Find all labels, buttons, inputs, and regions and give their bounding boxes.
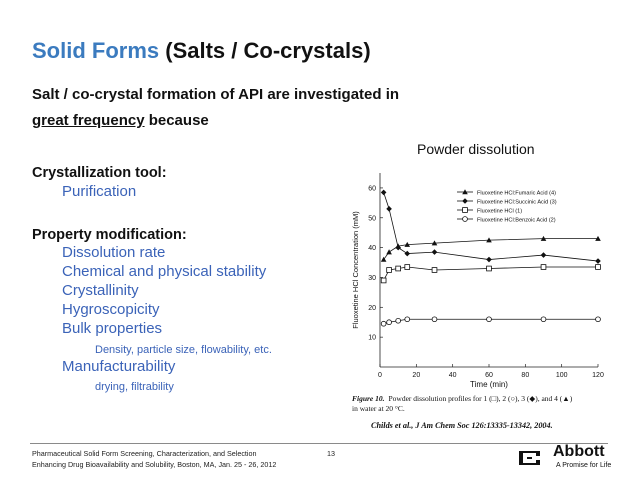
data-point <box>404 251 410 257</box>
data-point <box>596 317 601 322</box>
figure-caption-line-2: in water at 20 °C. <box>352 404 405 413</box>
data-point <box>381 321 386 326</box>
legend-entry: Fluoxetine HCl:Fumaric Acid (4) <box>477 190 556 197</box>
data-point <box>596 265 601 270</box>
purification-item: Purification <box>62 183 137 200</box>
figure-caption-line-1 <box>352 394 573 403</box>
bulk-detail: Density, particle size, flowability, etc. <box>95 344 272 356</box>
data-point <box>595 258 601 264</box>
x-tick-label: 20 <box>412 372 421 379</box>
data-point <box>387 268 392 273</box>
powder-dissolution-heading: Powder dissolution <box>417 141 535 157</box>
crystallization-heading: Crystallization tool: <box>32 165 167 181</box>
x-tick-label: 80 <box>521 372 530 379</box>
manufacturability-item: Manufacturability <box>62 358 176 375</box>
legend-entry: Fluoxetine HCl:Succinic Acid (3) <box>477 199 557 206</box>
property-item-stability: Chemical and physical stability <box>62 263 267 280</box>
data-point <box>487 317 492 322</box>
x-tick-label: 60 <box>485 372 493 379</box>
intro-underlined: great frequency <box>32 112 145 129</box>
data-point <box>386 206 392 212</box>
abbott-wordmark: Abbott <box>553 443 605 460</box>
property-item-crystallinity: Crystallinity <box>62 282 139 299</box>
legend-marker <box>463 208 468 213</box>
dissolution-chart-svg <box>338 165 620 440</box>
data-point <box>396 318 401 323</box>
legend-marker <box>462 198 468 204</box>
x-tick-label: 100 <box>555 372 568 379</box>
intro-line-1: Salt / co-crystal formation of API are investigated in <box>32 86 400 103</box>
y-tick-label: 10 <box>368 334 376 342</box>
data-point <box>541 265 546 270</box>
y-tick-label: 50 <box>368 215 376 223</box>
series-4 <box>381 317 600 326</box>
y-tick-label: 20 <box>368 304 376 312</box>
manufacturability-detail: drying, filtrability <box>95 381 174 393</box>
footer-line-1: Pharmaceutical Solid Form Screening, Characterization, and Selection <box>32 449 257 458</box>
intro-line-2 <box>32 112 209 129</box>
intro-rest: because <box>144 112 209 129</box>
legend-entry: Fluoxetine HCl (1) <box>477 208 523 215</box>
chart-x-axis-label: Time (min) <box>470 380 508 389</box>
page-number: 13 <box>327 449 335 458</box>
title-dark: (Salts / Co-crystals) <box>165 38 371 63</box>
data-point <box>432 268 437 273</box>
footer-line-2: Enhancing Drug Bioavailability and Solubility, Boston, MA, Jan. 25 - 26, 2012 <box>32 460 277 469</box>
x-tick-label: 0 <box>378 372 382 379</box>
property-heading: Property modification: <box>32 227 187 243</box>
data-point <box>405 317 410 322</box>
property-item-bulk: Bulk properties <box>62 320 163 337</box>
abbott-logo-icon <box>517 447 542 469</box>
x-tick-label: 120 <box>592 372 604 379</box>
figure-citation: Childs et al., J Am Chem Soc 126:13335-13342, 2004. <box>371 421 553 430</box>
dissolution-chart <box>338 165 620 440</box>
y-tick-label: 60 <box>368 185 376 193</box>
data-point <box>381 190 387 196</box>
property-item-dissolution: Dissolution rate <box>62 244 166 261</box>
y-tick-label: 30 <box>368 274 376 282</box>
y-tick-label: 40 <box>368 245 376 253</box>
figure-caption-text: Powder dissolution profiles for 1 (□), 2 (○), 3 (◆), and 4 (▲) <box>388 394 573 403</box>
chart-legend <box>457 189 557 223</box>
data-point <box>396 266 401 271</box>
data-point <box>487 266 492 271</box>
data-point <box>541 252 547 258</box>
x-tick-label: 40 <box>448 372 457 379</box>
legend-marker <box>463 217 468 222</box>
series-3 <box>381 265 600 283</box>
abbott-tagline: A Promise for Life <box>556 462 612 469</box>
data-point <box>486 257 492 263</box>
data-point <box>381 278 386 283</box>
data-point <box>387 320 392 325</box>
data-point <box>432 317 437 322</box>
slide-title <box>32 38 371 64</box>
footer-divider <box>30 443 608 444</box>
property-item-hygroscopicity: Hygroscopicity <box>62 301 160 318</box>
data-point <box>432 249 438 255</box>
data-point <box>405 265 410 270</box>
data-point <box>386 249 392 254</box>
figure-caption-label: Figure 10. <box>352 394 385 403</box>
chart-y-axis-label: Fluoxetine HCl Concentration (mM) <box>351 211 360 329</box>
legend-entry: Fluoxetine HCl:Benzoic Acid (2) <box>477 217 556 224</box>
title-blue: Solid Forms <box>32 38 160 63</box>
data-point <box>541 317 546 322</box>
